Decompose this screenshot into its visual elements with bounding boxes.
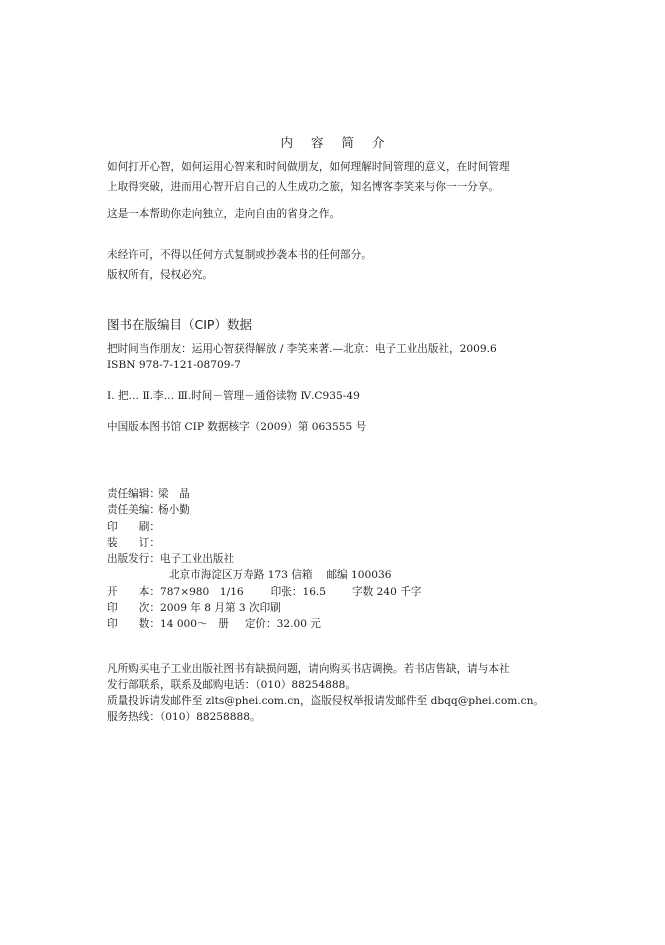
intro-summary-text: 这是一本帮助你走向独立，走向自由的省身之作。 [107, 208, 341, 220]
field-value: 杨小勤 [158, 504, 190, 517]
words-value: 字数 240 千字 [352, 585, 422, 598]
field-value: 787×980 1/16 [159, 585, 244, 598]
field-label: 印 数 [107, 618, 150, 631]
field-value: 梁 晶 [158, 488, 190, 500]
notice-line: 发行部联系，联系及邮购电话：（010）88254888。 [107, 679, 356, 691]
field-label: 印 刷 [107, 520, 150, 533]
field-label: 印 次 [107, 602, 150, 615]
notice-line: 服务热线：（010）88258888。 [107, 711, 261, 723]
colophon-row-editor: 责任编辑：梁 晶 [107, 488, 190, 500]
colophon-row-format: 开 本：787×980 1/16 印张：16.5 字数 240 千字 [107, 585, 422, 598]
intro-section [107, 159, 577, 195]
colophon-row-art-editor: 责任美编：杨小勤 [107, 504, 190, 517]
colophon-row-publisher: 出版发行：电子工业出版社 [107, 553, 235, 566]
field-value: 14 000～ 册 [159, 618, 229, 631]
copyright-line: 未经许可，不得以任何方式复制或抄袭本书的任何部分。 [107, 249, 372, 261]
copyright-notice [107, 247, 577, 283]
publisher-address: 北京市海淀区万寿路 173 信箱 邮编 100036 [169, 569, 392, 582]
field-label: 装 订 [107, 536, 150, 549]
cip-number-block [107, 419, 577, 435]
colophon-row-copies: 印 数：14 000～ 册 定价：32.00 元 [107, 618, 321, 631]
notice-section [107, 661, 577, 725]
price-value: 定价：32.00 元 [244, 618, 321, 631]
colophon-row-printing: 印 刷： [107, 520, 160, 533]
field-label: 出版发行 [107, 553, 150, 566]
colophon-row-edition: 印 次：2009 年 8 月第 3 次印刷 [107, 602, 281, 615]
cip-section [107, 316, 577, 334]
cip-classification-block [107, 388, 577, 404]
field-value: 2009 年 8 月第 3 次印刷 [159, 602, 281, 615]
notice-line: 凡所购买电子工业出版社图书有缺损问题，请向购买书店调换。若书店售缺，请与本社 [107, 663, 510, 675]
cip-entry [107, 341, 577, 373]
intro-title: 内 容 简 介 [280, 135, 392, 150]
cip-classification: Ⅰ. 把… Ⅱ.李… Ⅲ.时间－管理－通俗读物 Ⅳ.C935-49 [107, 390, 360, 402]
intro-summary [107, 206, 577, 222]
field-label: 责任美编 [107, 504, 150, 517]
notice-line: 质量投诉请发邮件至 zlts@phei.com.cn，盗版侵权举报请发邮件至 dbqq@phei.com.cn。 [107, 695, 544, 707]
field-label: 开 本 [107, 585, 150, 598]
cip-isbn: ISBN 978-7-121-08709-7 [107, 359, 241, 371]
colophon [107, 486, 577, 633]
intro-paragraph-line: 如何打开心智，如何运用心智来和时间做朋友，如何理解时间管理的意义，在时间管理 [107, 161, 510, 173]
colophon-row-binding: 装 订： [107, 536, 160, 549]
field-value: 电子工业出版社 [159, 553, 235, 566]
copyright-line: 版权所有，侵权必究。 [107, 269, 213, 281]
colophon-row-address [107, 567, 577, 583]
field-label: 责任编辑 [107, 488, 150, 500]
cip-entry-line: 把时间当作朋友：运用心智获得解放 / 李笑来著.—北京：电子工业出版社，2009.6 [107, 343, 497, 355]
sheets-value: 印张：16.5 [270, 585, 327, 598]
cip-number: 中国版本图书馆 CIP 数据核字（2009）第 063555 号 [107, 421, 367, 433]
intro-paragraph-line: 上取得突破，进而用心智开启自己的人生成功之旅，知名博客李笑来与你一一分享。 [107, 181, 499, 193]
cip-heading: 图书在版编目（CIP）数据 [107, 317, 252, 332]
